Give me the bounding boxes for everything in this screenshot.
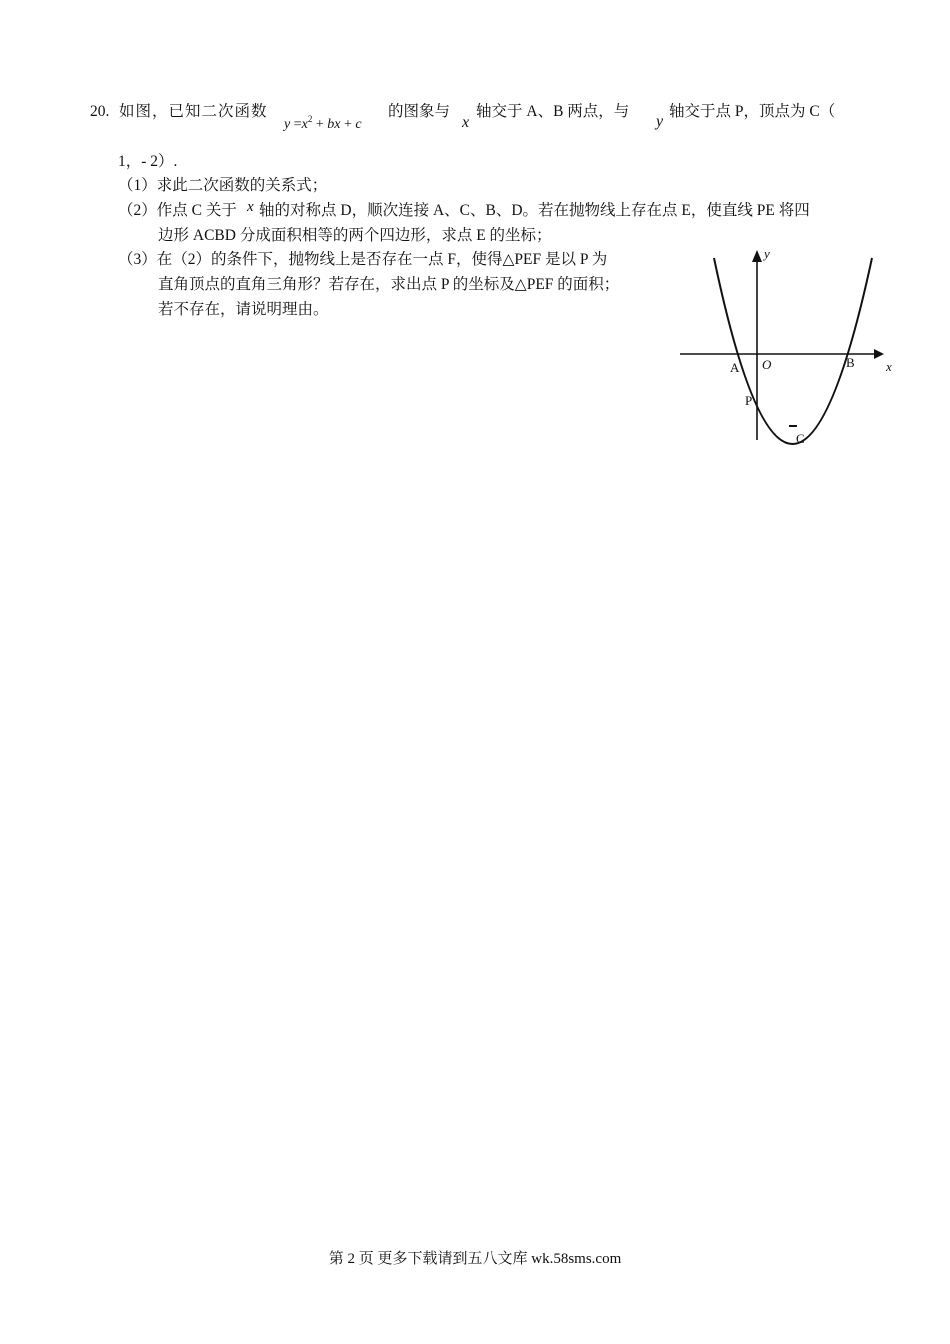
formula-y: y [284, 117, 291, 132]
intro-text-3: 轴交于 A、B 两点，与 [476, 103, 630, 120]
formula-eq: = [293, 117, 302, 132]
problem-number: 20. [90, 103, 110, 120]
y-axis-arrow-icon [752, 250, 762, 262]
y-axis-label: y [764, 246, 770, 261]
formula-plus-2: + [343, 117, 352, 132]
formula-bx: bx [327, 117, 341, 132]
variable-x: x [462, 114, 470, 131]
x-axis-arrow-icon [874, 349, 884, 359]
part-1: （1）求此二次函数的关系式； [118, 177, 328, 194]
part-3-line-1: （3）在（2）的条件下，抛物线上是否存在一点 F，使得△PEF 是以 P 为 [118, 251, 608, 268]
intro-text-4: 轴交于点 P，顶点为 C（ [669, 103, 836, 120]
formula-exponent: 2 [307, 114, 313, 124]
point-a-label: A [730, 360, 740, 375]
parabola-curve [714, 258, 872, 444]
page-footer: 第 2 页 更多下载请到五八文库 wk.58sms.com [328, 1251, 622, 1267]
part-2-line-1-end: 轴的对称点 D，顺次连接 A、C、B、D。若在抛物线上存在点 E，使直线 PE 将四 [259, 202, 810, 219]
parabola-figure [672, 240, 902, 455]
part-2-variable-x: x [247, 199, 254, 215]
formula-x: x [301, 117, 308, 132]
part-3-line-3: 若不存在，请说明理由。 [158, 301, 329, 318]
point-p-label: P [745, 393, 753, 408]
point-b-label: B [846, 355, 855, 370]
quadratic-formula [284, 114, 362, 133]
intro-text-1: 如图，已知二次函数 [119, 103, 268, 120]
part-2-line-2: 边形 ACBD 分成面积相等的两个四边形，求点 E 的坐标； [158, 227, 552, 244]
origin-label: O [762, 357, 772, 372]
formula-plus-1: + [315, 117, 324, 132]
intro-continuation: 1，- 2）. [118, 153, 178, 170]
x-axis-label: x [886, 359, 892, 374]
point-c-label: C [796, 431, 805, 446]
parabola-graph [672, 240, 902, 455]
part-3-line-2: 直角顶点的直角三角形？若存在，求出点 P 的坐标及△PEF 的面积； [158, 276, 620, 293]
intro-text-2: 的图象与 [388, 103, 451, 120]
formula-c: c [355, 117, 362, 132]
variable-y: y [656, 113, 664, 130]
part-2-line-1-start: （2）作点 C 关于 [118, 202, 237, 219]
